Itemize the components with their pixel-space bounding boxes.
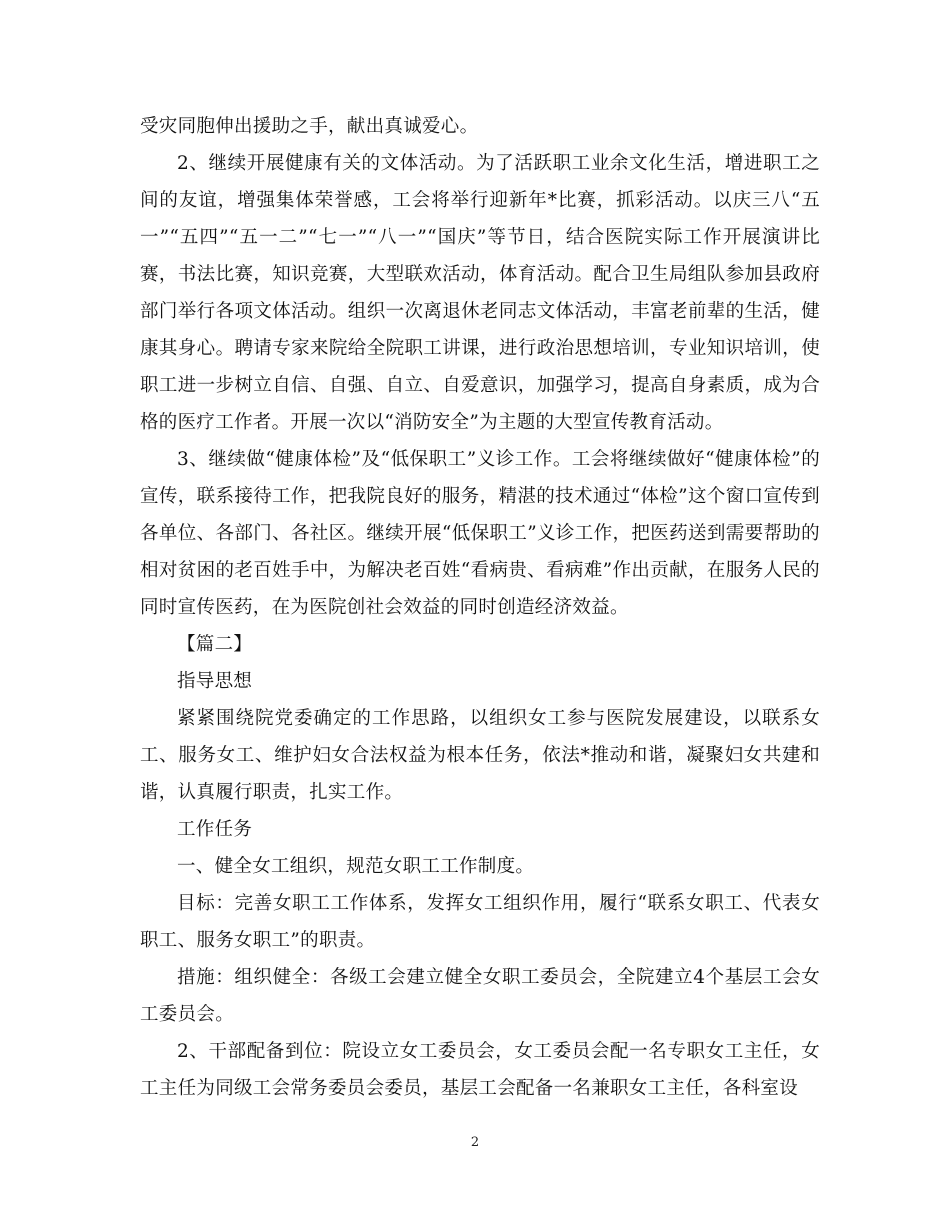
paragraph-0: 受灾同胞伸出援助之手，献出真诚爱心。 (140, 116, 479, 137)
paragraph-1: 2、继续开展健康有关的文体活动。为了活跃职工业余文化生活，增进职工之间的友谊，增强集体荣誉感，工会将举行迎新年*比赛，抓彩活动。以庆三八“五一”“五四”“五一二”“七一”“八一”“国庆”等节日，结合医院实际工作开展演讲比赛，书法比赛，知识竞赛，大型联欢活动，体育活动。配合卫生局组队参加县政府部门举行各项文体活动。组织一次离退休老同志文体活动，丰富老前辈的生活，健康其身心。聘请专家来院给全院职工讲课，进行政治思想培训，专业知识培训，使职工进一步树立自信、自强、自立、自爱意识，加强学习，提高自身素质，成为合格的医疗工作者。开展一次以“消防安全”为主题的大型宣传教育活动。 (140, 153, 820, 433)
paragraph-7: 一、健全女工组织，规范女职工工作制度。 (177, 856, 535, 877)
subheading-work-tasks: 工作任务 (177, 819, 253, 840)
paragraph-8: 目标：完善女职工工作体系，发挥女工组织作用，履行“联系女职工、代表女职工、服务女职工”的职责。 (140, 893, 820, 951)
paragraph-5: 紧紧围绕院党委确定的工作思路，以组织女工参与医院发展建设，以联系女工、服务女工、维护妇女合法权益为根本任务，依法*推动和谐，凝聚妇女共建和谐，认真履行职责，扎实工作。 (140, 708, 820, 803)
subheading-guiding-idea: 指导思想 (177, 671, 253, 692)
paragraph-10: 2、干部配备到位：院设立女工委员会，女工委员会配一名专职女工主任，女工主任为同级工会常务委员会委员，基层工会配备一名兼职女工主任，各科室设 (140, 1041, 820, 1099)
paragraph-2: 3、继续做“健康体检”及“低保职工”义诊工作。工会将继续做好“健康体检”的宣传，联系接待工作，把我院良好的服务，精湛的技术通过“体检”这个窗口宣传到各单位、各部门、各社区。继续开展“低保职工”义诊工作，把医药送到需要帮助的相对贫困的老百姓手中，为解决老百姓“看病贵、看病难”作出贡献，在服务人民的同时宣传医药，在为医院创社会效益的同时创造经济效益。 (140, 449, 820, 618)
document-body (140, 108, 820, 1107)
section-heading: 【篇二】 (177, 634, 253, 655)
paragraph-9: 措施：组织健全：各级工会建立健全女职工委员会，全院建立4个基层工会女工委员会。 (140, 967, 820, 1025)
page-number: 2 (470, 1135, 480, 1150)
